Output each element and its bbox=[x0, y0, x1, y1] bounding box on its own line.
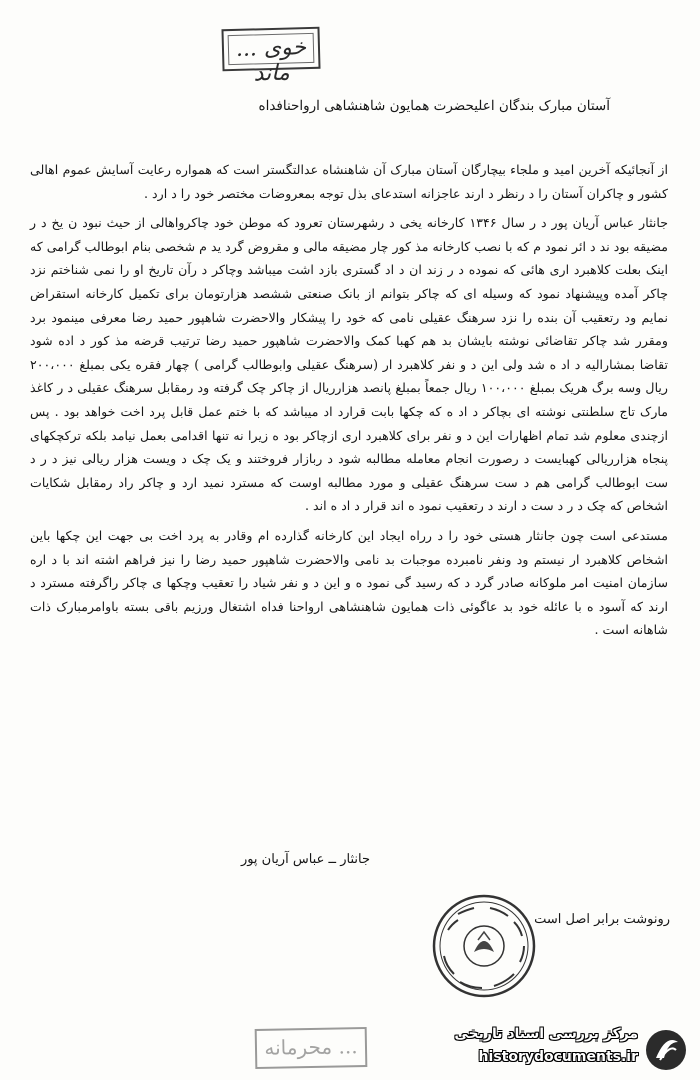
round-seal-stamp bbox=[428, 890, 540, 1002]
watermark-url: historydocuments.ir bbox=[478, 1049, 638, 1065]
paragraph-complaint: جانثار عباس آریان پور د ر سال ۱۳۴۶ کارخانه یخی د رشهرستان تعرود که موطن خود چاکرواهالی از حیث نبود ن یخ د ر مضیقه بود ند د ائر نمود م که با نصب کارخانه مذ کور چار مضیقه مالی و مقروض گرد ید م شخصی بنام ابوطالب گرامی که اینک بعلت کلاهبرد اری هائی که نموده د ر زند ان د اد گستری بازد اشت میباشد وچاکر د رآن تاریخ او را نمی شناختم نزد چاکر آمده وپیشنهاد نمود که وسیله ای که چاکر بتوانم از بانک صنعتی ششصد هزارتومان برای تکمیل کارخانه استقراض نمایم ود رتعقیب آن بنده را نزد سرهنگ عقیلی نامی که خود را پیشکار والاحضرت شاهپور حمید رضا معرفی مینمود برد ومقرر شد چاکر تقاضائی نوشته بایشان بد هم کهبا کمک والاحضرت شاهپور حمید رضا ترتیب قرضه مذ کور د اده شود تقاضا بمشارالیه د اد ه شد ولی این د و نفر کلاهبرد ار (سرهنگ عقیلی وابوطالب گرامی ) چهار فقره یکی بمبلغ ۲۰۰،۰۰۰ ریال وسه برگ هریک بمبلغ ۱۰۰،۰۰۰ ریال جمعاً بمبلغ پانصد هزارریال از چاکر چک گرفته ود رمقابل سرهنگ عقیلی د ر کاغذ مارک تاج سلطنتی نوشته ای بچاکر د اد ه که چکها بابت قرارد اد میباشد که با ختم عمل قابل پرد اخت خواهد بود . پس ازچندی معلوم شد تمام اظهارات این د و نفر برای کلاهبرد اری ازچاکر بود ه زیرا نه تنها اقدامی بعمل نیامد بلکه ترکچکهای پنجاه هزارریالی کهبایست د رصورت انجام معامله مطالبه شود د ربازار فروختند و یک چک د ویست هزار ریالی نیز د ر د ست ابوطالب گرامی هم د ست سرهنگ عقیلی و مورد مطالبه اوست که مسترد نمید ارد و چاکر راد رمقابل شکایات اشخاص که چک د ر د ست د ارند د رتعقیب نمود ه اند قرار د اد ه اند . bbox=[30, 215, 669, 514]
bottom-stamp-text: ... محرمانه bbox=[264, 1034, 358, 1060]
top-stamp-text: خوی ... ماند bbox=[235, 35, 307, 87]
top-classification-stamp bbox=[221, 27, 320, 87]
signature-line: جانثار ــ عباس آریان پور bbox=[240, 852, 370, 867]
bottom-classification-stamp bbox=[255, 1027, 368, 1069]
paragraph-request: مستدعی است چون جانثار هستی خود را د رراه ایجاد این کارخانه گذارده ام وقادر به پرد اخت بی جهت این چکها باین اشخاص کلاهبرد ار نیستم ود ونفر نامبرده موجبات بد نامی والاحضرت شاهپور حمید رضا را نیز فراهم اشته اند با د اره سازمان امنیت امر ملوکانه صادر گرد د که رسید گی نمود ه و این د و نفر شیاد را تعقیب وچکها ی چاکر راگرفته مسترد د ارند که آسود ه با عائله خود بد عاگوئی ذات همایون شاهنشاهی ارواحنا فداه اشتغال ورزیم باقی بسته باوامرمبارک ذات شاهانه است . bbox=[30, 527, 668, 638]
letter-body bbox=[30, 158, 668, 648]
watermark-title: مرکز بررسی اسناد تاریخی bbox=[454, 1026, 638, 1042]
history-documents-logo-icon bbox=[644, 1028, 688, 1072]
copy-certification-note: رونوشت برابر اصل است bbox=[534, 912, 670, 927]
salutation-line: آستان مبارک بندگان اعلیحضرت همایون شاهنشاهی ارواحنافداه bbox=[258, 98, 610, 114]
archive-watermark bbox=[454, 1020, 692, 1076]
paragraph-opening: از آنجائیکه آخرین امید و ملجاء بیچارگان آستان مبارک آن شاهنشاه عدالتگستر است که همواره رعایت آسایش عموم اهالی کشور و چاکران آستان را د رنظر د ارند عاجزانه استدعای بذل توجه بمعروضات مختصر خود را د ارد . bbox=[30, 162, 668, 201]
